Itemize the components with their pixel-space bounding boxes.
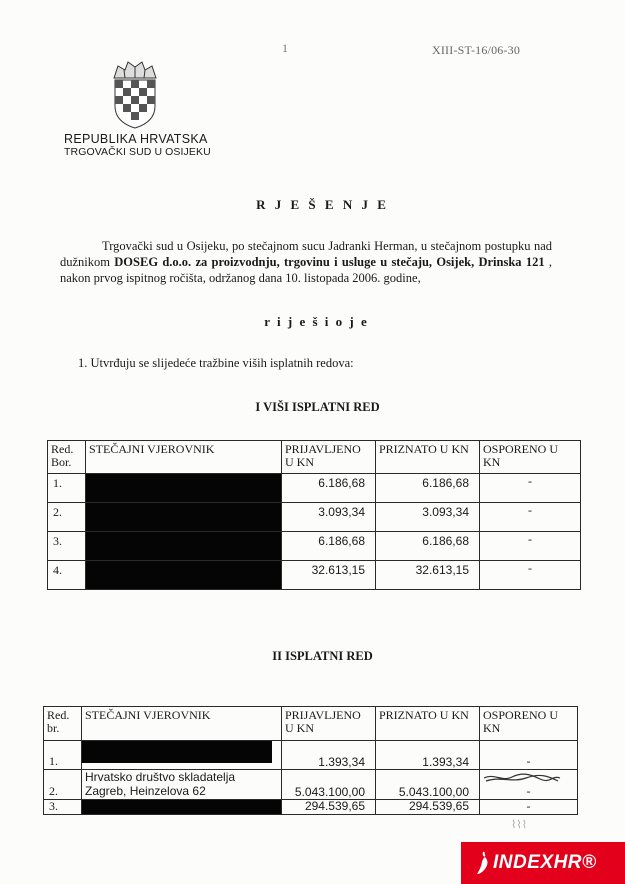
recognized-amount: 1.393,34 bbox=[376, 741, 480, 770]
redacted-creditor bbox=[86, 532, 282, 561]
row-number: 3. bbox=[48, 532, 86, 561]
recognized-amount: 3.093,34 bbox=[376, 503, 480, 532]
recognized-amount: 6.186,68 bbox=[376, 532, 480, 561]
point-1: 1. Utvrđuju se slijedeće tražbine viših isplatnih redova: bbox=[78, 356, 354, 370]
row-number: 1. bbox=[48, 474, 86, 503]
redaction-bar bbox=[82, 741, 272, 763]
col-recognized: PRIZNATO U KN bbox=[376, 707, 480, 741]
disputed-amount: - bbox=[526, 784, 531, 798]
creditor-name-line1: Hrvatsko društvo skladatelja bbox=[85, 770, 236, 784]
section-2-heading: II ISPLATNI RED bbox=[272, 649, 373, 663]
document-title: R J E Š E N J E bbox=[256, 197, 389, 212]
col-filed: PRIJAVLJENO U KN bbox=[282, 707, 376, 741]
table-header-row bbox=[44, 707, 578, 741]
col-disputed: OSPORENO U KN bbox=[480, 441, 581, 474]
logo-text: INDEXHR® bbox=[493, 852, 597, 873]
filed-amount: 294.539,65 bbox=[282, 800, 376, 815]
recognized-amount: 6.186,68 bbox=[376, 474, 480, 503]
redacted-creditor-cell bbox=[82, 741, 282, 770]
creditor-address: Zagreb, Heinzelova 62 bbox=[85, 784, 206, 798]
row-number: 2. bbox=[44, 770, 82, 800]
table-row bbox=[48, 532, 581, 561]
filed-amount: 1.393,34 bbox=[282, 741, 376, 770]
disputed-amount: - bbox=[480, 474, 581, 503]
disputed-amount-cell bbox=[480, 770, 578, 800]
section-1-heading: I VIŠI ISPLATNI RED bbox=[255, 400, 380, 414]
filed-amount: 6.186,68 bbox=[282, 474, 376, 503]
redacted-creditor bbox=[82, 800, 282, 815]
col-recognized: PRIZNATO U KN bbox=[376, 441, 480, 474]
col-filed: PRIJAVLJENO U KN bbox=[282, 441, 376, 474]
table-row bbox=[48, 503, 581, 532]
redacted-creditor bbox=[86, 474, 282, 503]
disputed-amount: - bbox=[480, 503, 581, 532]
disputed-amount: - bbox=[480, 741, 578, 770]
disputed-amount: - bbox=[480, 532, 581, 561]
table-header-row bbox=[48, 441, 581, 474]
redacted-creditor bbox=[86, 503, 282, 532]
faint-stamp-mark: ⌇⌇⌇ bbox=[511, 819, 528, 831]
intro-part1: Trgovački sud u Osijeku, po stečajnom sucu Jadranki Herman, u stečajnom postupku nad dužnikom bbox=[60, 239, 552, 269]
intro-part2: , nakon prvog ispitnog ročišta, održanog dana 10. listopada 2006. godine, bbox=[60, 255, 553, 285]
row-number: 2. bbox=[48, 503, 86, 532]
filed-amount: 6.186,68 bbox=[282, 532, 376, 561]
recognized-amount: 294.539,65 bbox=[376, 800, 480, 815]
croatian-coat-of-arms-icon bbox=[110, 58, 160, 130]
claims-table-2 bbox=[43, 706, 578, 815]
filed-amount: 32.613,15 bbox=[282, 561, 376, 590]
redacted-creditor bbox=[86, 561, 282, 590]
disputed-amount: - bbox=[480, 561, 581, 590]
row-number: 1. bbox=[44, 741, 82, 770]
filed-amount: 5.043.100,00 bbox=[282, 770, 376, 800]
filed-amount: 3.093,34 bbox=[282, 503, 376, 532]
col-disputed: OSPORENO U KN bbox=[480, 707, 578, 741]
debtor-name: DOSEG d.o.o. za proizvodnju, trgovinu i usluge u stečaju, Osijek, Drinska 121 bbox=[114, 255, 545, 269]
crossed-out-scribble bbox=[482, 772, 562, 784]
col-no: Red. br. bbox=[44, 707, 82, 741]
indexhr-logo bbox=[461, 842, 625, 884]
case-reference: XIII-ST-16/06-30 bbox=[432, 43, 521, 57]
col-creditor: STEČAJNI VJEROVNIK bbox=[82, 707, 282, 741]
table-row bbox=[48, 561, 581, 590]
republic-name: REPUBLIKA HRVATSKA bbox=[64, 132, 208, 146]
table-row bbox=[48, 474, 581, 503]
recognized-amount: 32.613,15 bbox=[376, 561, 480, 590]
intro-paragraph bbox=[60, 238, 552, 286]
claims-table-1 bbox=[47, 440, 581, 590]
court-name: TRGOVAČKI SUD U OSIJEKU bbox=[64, 146, 211, 158]
chili-pepper-icon bbox=[475, 850, 491, 876]
row-number: 4. bbox=[48, 561, 86, 590]
table-row bbox=[44, 741, 578, 770]
creditor-name bbox=[82, 770, 282, 800]
table-row bbox=[44, 800, 578, 815]
col-creditor: STEČAJNI VJEROVNIK bbox=[86, 441, 282, 474]
ruling-heading: r i j e š i o j e bbox=[264, 314, 369, 329]
recognized-amount: 5.043.100,00 bbox=[376, 770, 480, 800]
disputed-amount: - bbox=[480, 800, 578, 815]
row-number: 3. bbox=[44, 800, 82, 815]
table-row bbox=[44, 770, 578, 800]
page-number: 1 bbox=[282, 41, 288, 55]
col-no: Red. Bor. bbox=[48, 441, 86, 474]
